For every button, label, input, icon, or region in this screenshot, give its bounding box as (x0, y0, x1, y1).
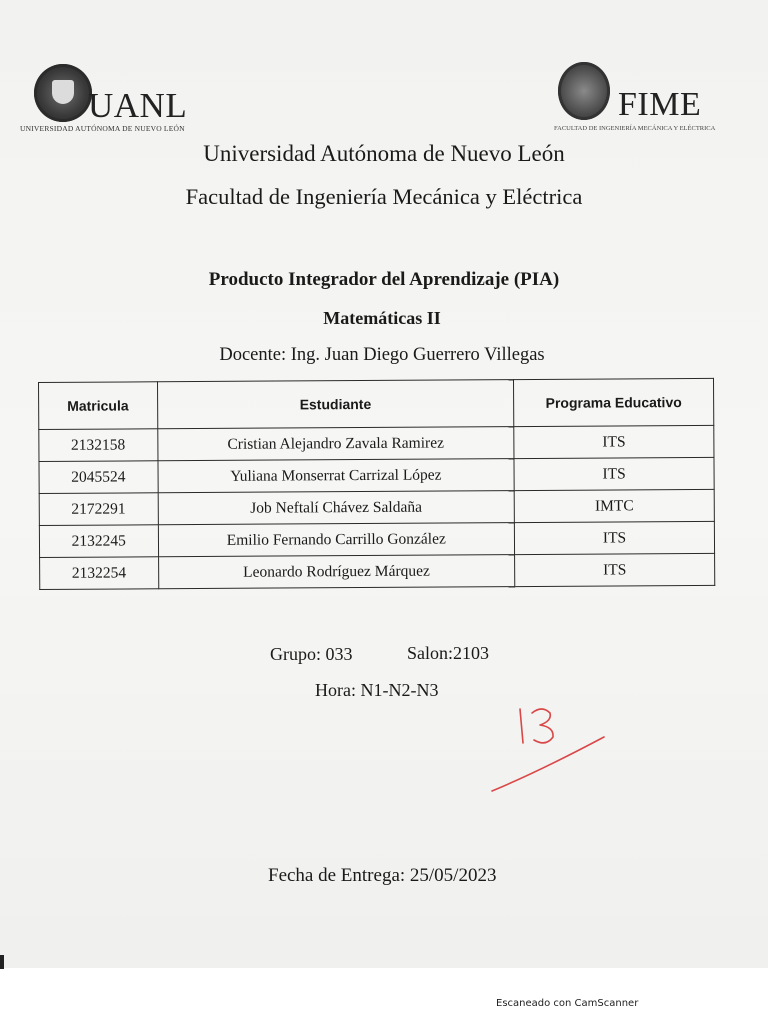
cell-estudiante: Job Neftalí Chávez Saldaña (158, 491, 515, 525)
hours-label: Hora: N1-N2-N3 (315, 680, 439, 700)
cell-matricula: 2172291 (39, 493, 158, 526)
subject-name: Matemáticas II (323, 308, 441, 328)
cell-matricula: 2132158 (39, 429, 158, 462)
university-name: Universidad Autónoma de Nuevo León (203, 141, 565, 166)
grade-digit-one (520, 709, 523, 743)
faculty-name: Facultad de Ingeniería Mecánica y Eléctrica (185, 184, 583, 209)
cell-programa: ITS (514, 457, 714, 490)
scanner-footer: Escaneado con CamScanner (496, 998, 639, 1009)
teacher-name: Docente: Ing. Juan Diego Guerrero Villegas (219, 345, 545, 365)
group-label: Grupo: 033 (270, 644, 353, 664)
students-table (38, 378, 715, 590)
table-header-row (39, 378, 714, 429)
cell-matricula: 2132254 (40, 557, 159, 590)
fime-seal-icon (558, 62, 610, 120)
header-estudiante: Estudiante (157, 380, 514, 429)
cell-programa: IMTC (514, 489, 714, 522)
cell-programa: ITS (515, 553, 715, 586)
cell-estudiante: Cristian Alejandro Zavala Ramirez (157, 427, 514, 461)
grade-underline (492, 737, 604, 791)
table-row (39, 425, 714, 461)
fime-logo-subtitle: FACULTAD DE INGENIERÍA MECÁNICA Y ELÉCTRICA (554, 125, 716, 132)
table-row (39, 521, 714, 557)
cell-estudiante: Leonardo Rodríguez Márquez (158, 555, 515, 589)
fime-logo (550, 62, 730, 142)
cell-matricula: 2045524 (39, 461, 158, 494)
cell-estudiante: Yuliana Monserrat Carrizal López (157, 459, 514, 493)
delivery-date: Fecha de Entrega: 25/05/2023 (268, 865, 497, 886)
header-matricula: Matricula (39, 382, 158, 430)
page-edge-shadow (0, 955, 4, 969)
cell-programa: ITS (514, 425, 714, 458)
header-programa: Programa Educativo (514, 378, 714, 426)
cell-estudiante: Emilio Fernando Carrillo González (158, 523, 515, 557)
cell-programa: ITS (514, 521, 714, 554)
grade-digit-three (532, 709, 553, 743)
handwritten-grade (480, 695, 620, 805)
uanl-logo-subtitle: UNIVERSIDAD AUTÓNOMA DE NUEVO LEÓN (20, 124, 185, 133)
uanl-logo (16, 62, 196, 142)
product-title: Producto Integrador del Aprendizaje (PIA) (208, 269, 560, 290)
table-row (39, 457, 714, 493)
table-row (40, 553, 715, 589)
uanl-logo-name: UANL (88, 86, 188, 125)
room-label: Salon:2103 (407, 643, 490, 663)
uanl-seal-icon (34, 64, 92, 122)
fime-logo-name: FIME (618, 86, 702, 123)
table-row (39, 489, 714, 525)
cell-matricula: 2132245 (39, 525, 158, 558)
